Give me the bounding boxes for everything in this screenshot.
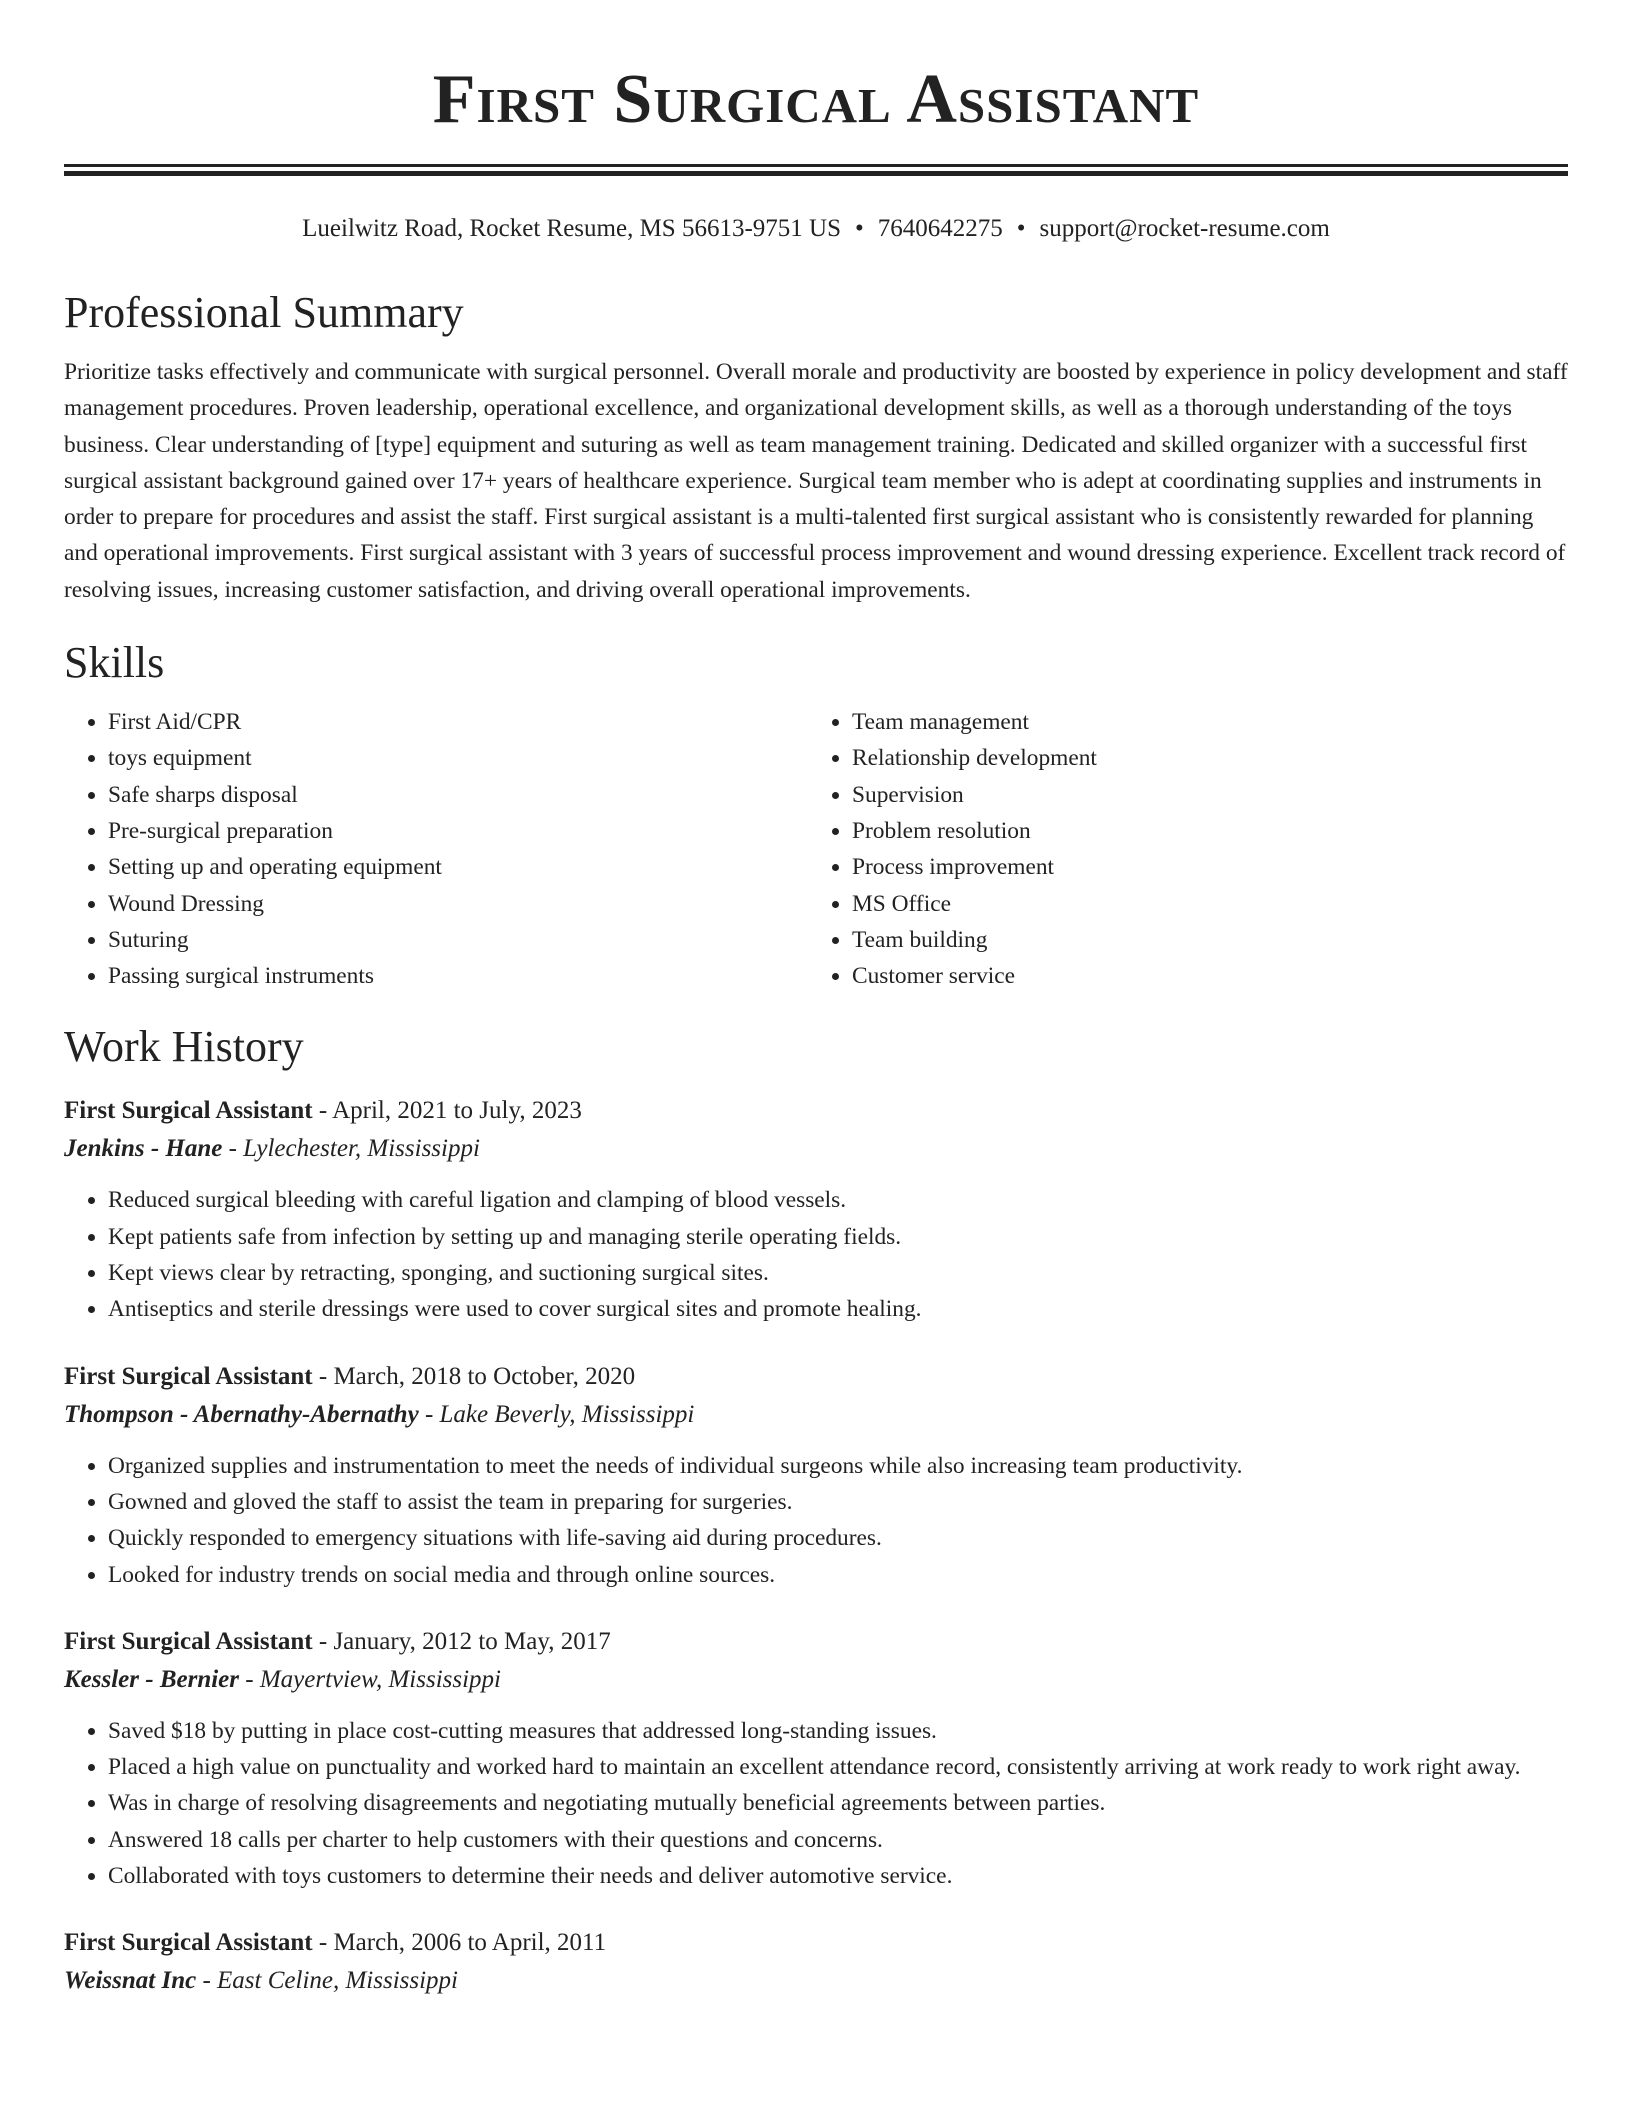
job-duty-item: • Organized supplies and instrumentation to meet the needs of individual surgeons while also increasing team productivity. bbox=[108, 1448, 1568, 1484]
job-duty-item: • Kept patients safe from infection by setting up and managing sterile operating fields. bbox=[108, 1219, 1568, 1255]
job-duty-item: • Gowned and gloved the staff to assist the team in preparing for surgeries. bbox=[108, 1484, 1568, 1520]
contact-address: Lueilwitz Road, Rocket Resume, MS 56613-9751 US bbox=[302, 215, 841, 242]
job-employer bbox=[64, 1962, 1568, 2000]
job-duty-item: • Was in charge of resolving disagreements and negotiating mutually beneficial agreements between parties. bbox=[108, 1785, 1568, 1821]
job-role: First Surgical Assistant bbox=[64, 1362, 313, 1390]
job-dates: - March, 2006 to April, 2011 bbox=[312, 1929, 607, 1957]
job-header bbox=[64, 1924, 1568, 1962]
skill-item: • Relationship development bbox=[852, 740, 1552, 776]
skills-grid bbox=[64, 704, 1568, 994]
job-dates: - April, 2021 to July, 2023 bbox=[312, 1097, 582, 1125]
job-location: - Lylechester, Mississippi bbox=[222, 1135, 480, 1163]
job-entry bbox=[64, 1358, 1568, 1593]
job-duties bbox=[64, 1182, 1568, 1327]
job-duties bbox=[64, 1713, 1568, 1894]
skill-item: • Team management bbox=[852, 704, 1552, 740]
job-duty-item: • Collaborated with toys customers to determine their needs and deliver automotive service. bbox=[108, 1858, 1568, 1894]
skill-item: • Suturing bbox=[108, 922, 808, 958]
job-duty-item: • Answered 18 calls per charter to help customers with their questions and concerns. bbox=[108, 1822, 1568, 1858]
job-header bbox=[64, 1358, 1568, 1396]
job-duty-item: • Reduced surgical bleeding with careful ligation and clamping of blood vessels. bbox=[108, 1182, 1568, 1218]
separator-dot: • bbox=[855, 215, 864, 242]
job-location: - East Celine, Mississippi bbox=[196, 1967, 459, 1995]
job-duty-item: • Placed a high value on punctuality and worked hard to maintain an excellent attendance record, consistently arriving at work ready to work right away. bbox=[108, 1749, 1568, 1785]
job-header bbox=[64, 1092, 1568, 1130]
job-duty-item: • Antiseptics and sterile dressings were used to cover surgical sites and promote healing. bbox=[108, 1291, 1568, 1327]
contact-email: support@rocket-resume.com bbox=[1039, 215, 1330, 242]
skills-column-right bbox=[808, 704, 1552, 994]
job-location: - Mayertview, Mississippi bbox=[239, 1665, 501, 1693]
skill-item: • Wound Dressing bbox=[108, 886, 808, 922]
separator-dot: • bbox=[1016, 215, 1026, 242]
header-divider bbox=[64, 164, 1568, 176]
job-role: First Surgical Assistant bbox=[64, 1929, 313, 1957]
skill-item: • Supervision bbox=[852, 777, 1552, 813]
contact-phone: 7640642275 bbox=[877, 215, 1003, 242]
summary-heading: Professional Summary bbox=[64, 288, 464, 337]
job-company: Kessler - Bernier bbox=[64, 1665, 239, 1693]
skill-item: • Process improvement bbox=[852, 849, 1552, 885]
job-duty-item: • Looked for industry trends on social media and through online sources. bbox=[108, 1557, 1568, 1593]
skill-item: • Team building bbox=[852, 922, 1552, 958]
job-company: Weissnat Inc bbox=[64, 1967, 197, 1995]
skill-item: • First Aid/CPR bbox=[108, 704, 808, 740]
skill-item: • Pre-surgical preparation bbox=[108, 813, 808, 849]
skill-item: • Safe sharps disposal bbox=[108, 777, 808, 813]
job-company: Thompson - Abernathy-Abernathy bbox=[64, 1400, 419, 1428]
job-duty-item: • Saved $18 by putting in place cost-cutting measures that addressed long-standing issues. bbox=[108, 1713, 1568, 1749]
skill-item: • MS Office bbox=[852, 886, 1552, 922]
summary-text: Prioritize tasks effectively and communicate with surgical personnel. Overall morale and productivity are boosted by experience in policy development and staff management procedures. Proven leadership, operational excellence, and organizational development skills, as well as a thorough understanding of the toys business. Clear understanding of [type] equipment and suturing as well as team management training. Dedicated and skilled organizer with a successful first surgical assistant background gained over 17+ years of healthcare experience. Surgical team member who is adept at coordinating supplies and instruments in order to prepare for procedures and assist the staff. First surgical assistant is a multi-talented first surgical assistant who is consistently rewarded for planning and operational improvements. First surgical assistant with 3 years of successful process improvement and wound dressing experience. Excellent track record of resolving issues, increasing customer satisfaction, and driving overall operational improvements. bbox=[64, 359, 1568, 603]
skill-item: • Passing surgical instruments bbox=[108, 958, 808, 994]
job-employer bbox=[64, 1661, 1568, 1699]
job-employer bbox=[64, 1396, 1568, 1434]
skills-heading: Skills bbox=[64, 638, 165, 688]
skill-item: • Problem resolution bbox=[852, 813, 1552, 849]
job-entry bbox=[64, 1924, 1568, 2000]
resume-name: First Surgical Assistant bbox=[432, 61, 1200, 138]
job-duty-item: • Kept views clear by retracting, sponging, and suctioning surgical sites. bbox=[108, 1255, 1568, 1291]
skills-column-left bbox=[64, 704, 808, 994]
job-header bbox=[64, 1623, 1568, 1661]
job-dates: - January, 2012 to May, 2017 bbox=[312, 1627, 611, 1655]
job-location: - Lake Beverly, Mississippi bbox=[418, 1400, 695, 1428]
job-duties bbox=[64, 1448, 1568, 1593]
job-employer bbox=[64, 1130, 1568, 1168]
contact-line bbox=[64, 212, 1568, 246]
skill-item: • toys equipment bbox=[108, 740, 808, 776]
job-duty-item: • Quickly responded to emergency situations with life-saving aid during procedures. bbox=[108, 1520, 1568, 1556]
job-role: First Surgical Assistant bbox=[64, 1097, 313, 1125]
job-role: First Surgical Assistant bbox=[64, 1627, 313, 1655]
job-company: Jenkins - Hane bbox=[64, 1135, 223, 1163]
job-entry bbox=[64, 1092, 1568, 1327]
job-entry bbox=[64, 1623, 1568, 1894]
work-history-heading: Work History bbox=[64, 1022, 304, 1072]
skill-item: • Setting up and operating equipment bbox=[108, 849, 808, 885]
job-dates: - March, 2018 to October, 2020 bbox=[312, 1362, 636, 1390]
skill-item: • Customer service bbox=[852, 958, 1552, 994]
